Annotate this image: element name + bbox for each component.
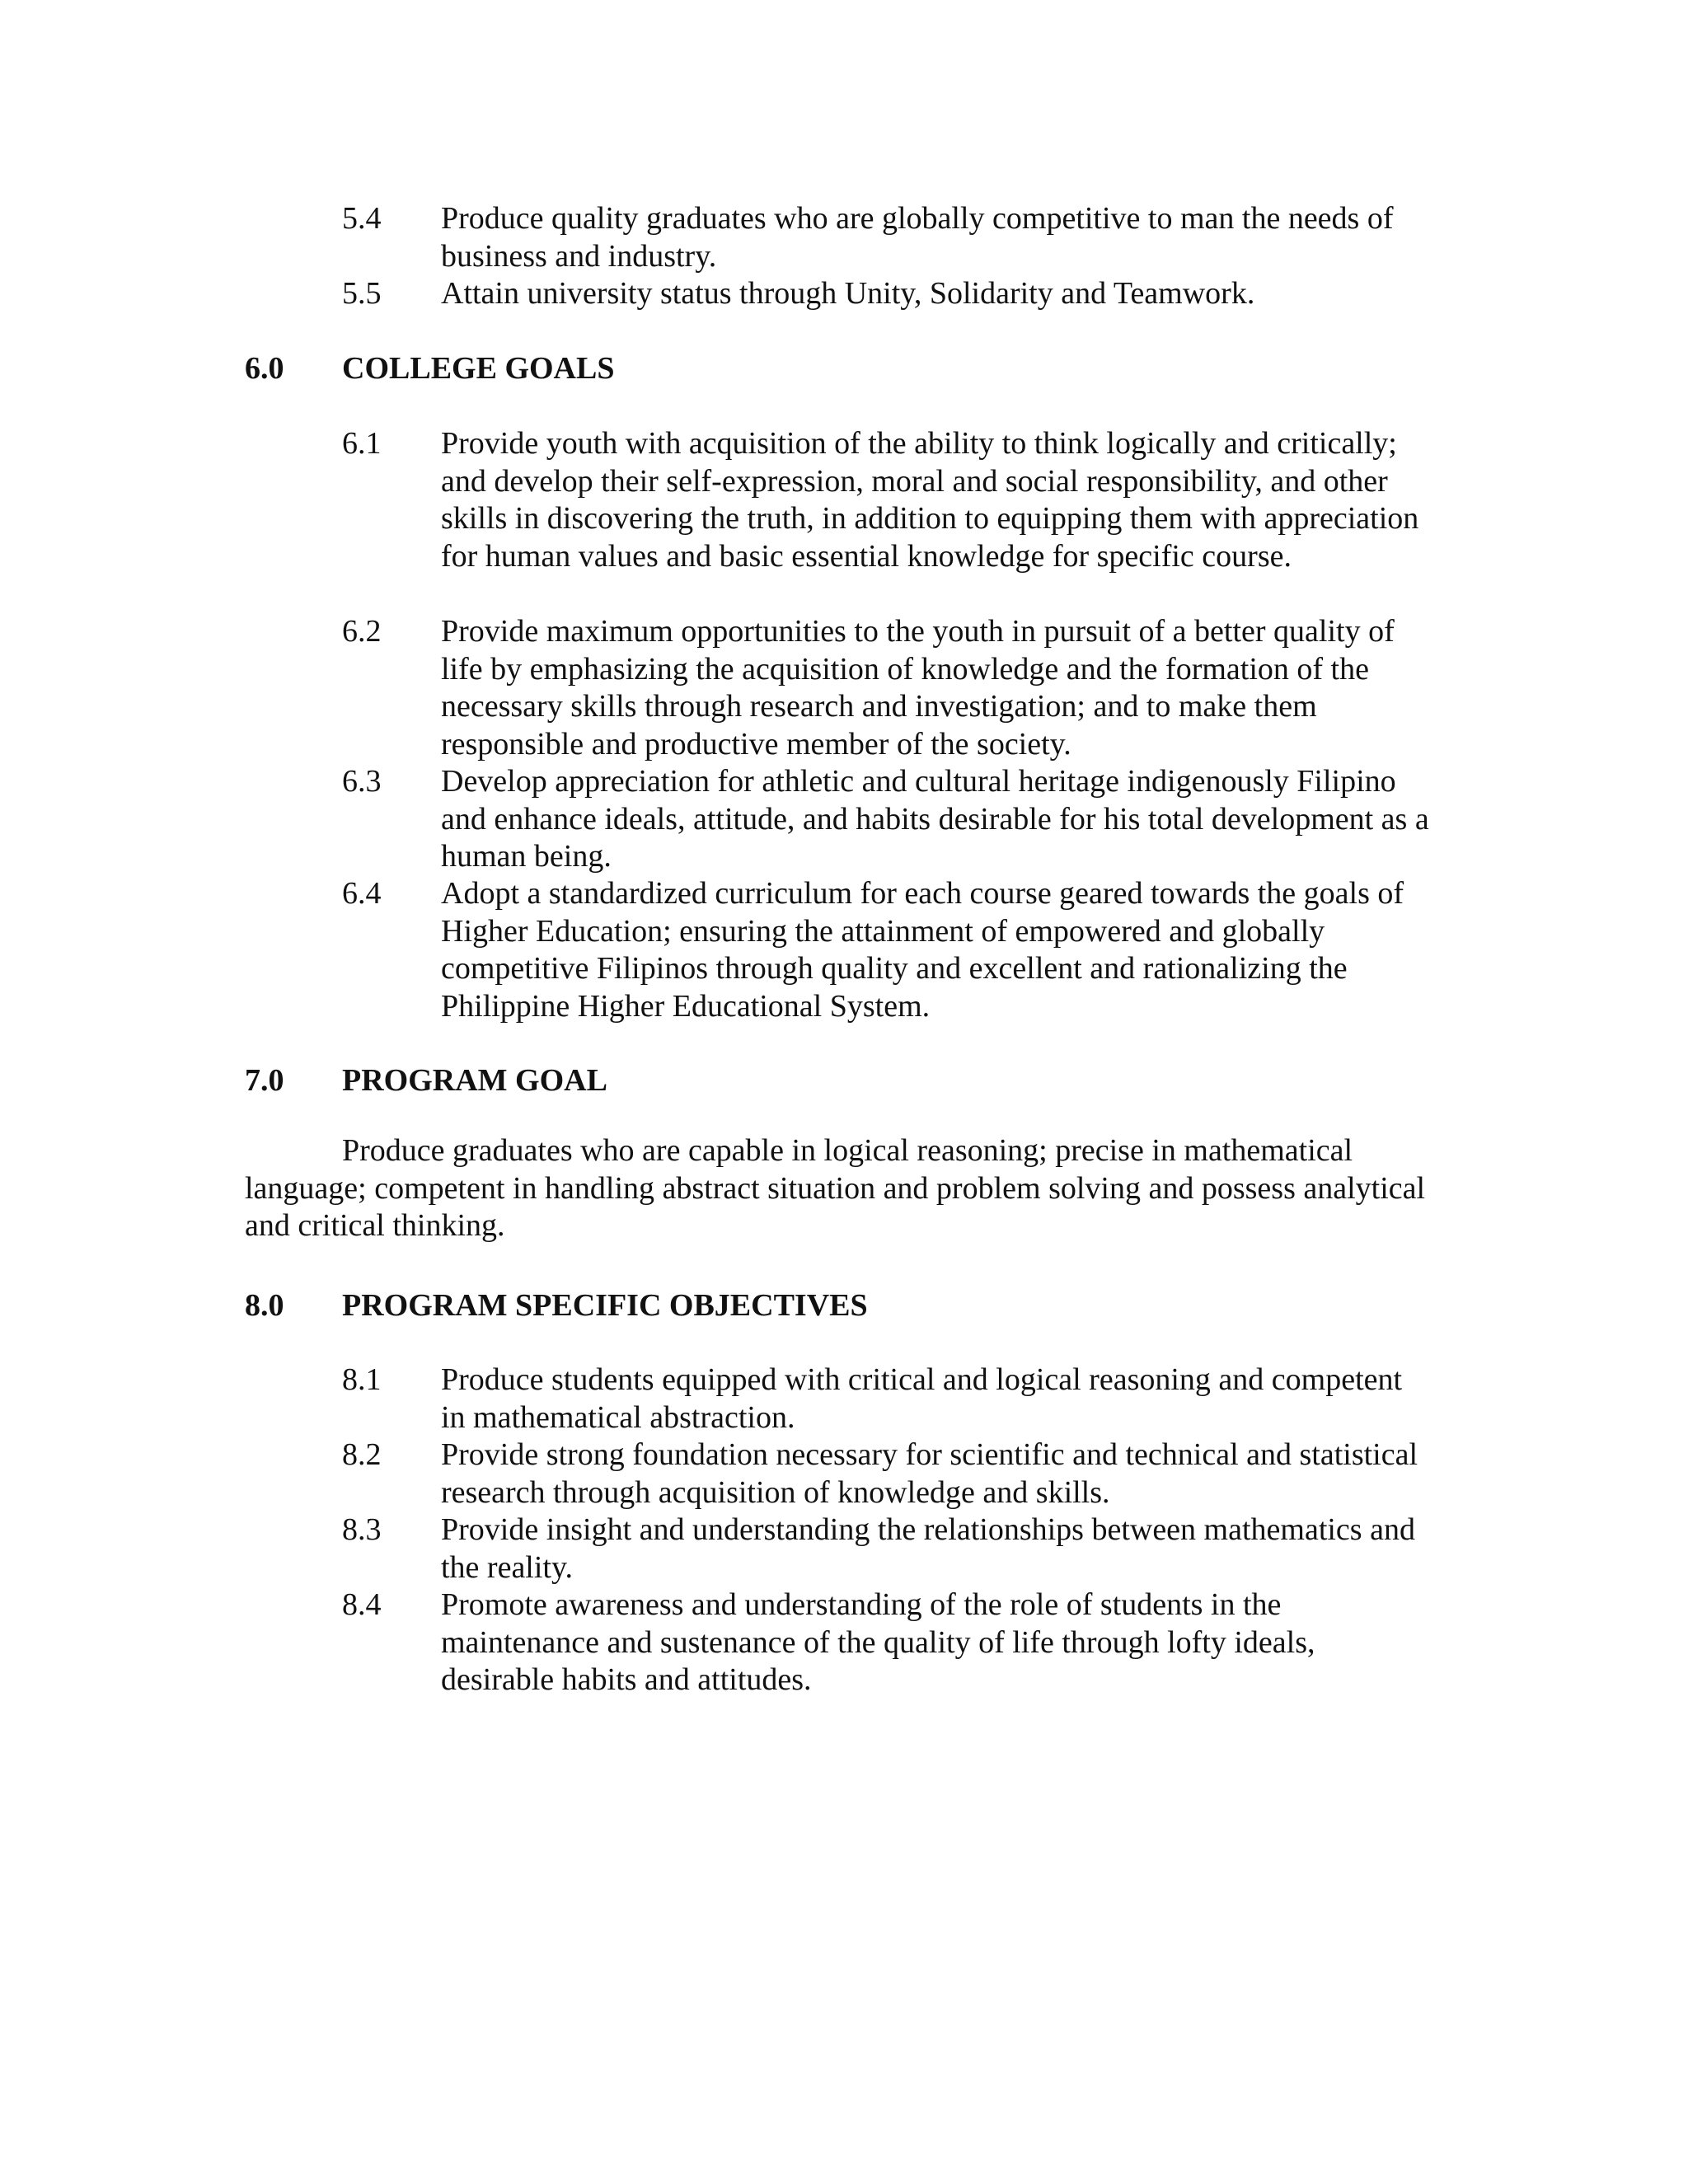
item-number: 8.3 — [342, 1512, 382, 1547]
item-text: Adopt a standardized curriculum for each course geared towards the goals of Higher Education; ensuring the attainment of empowered and globally competitive Filipinos through quality and excellent and rationalizing the Philippine Higher Educational System. — [441, 876, 1404, 1024]
item-text: Promote awareness and understanding of the role of students in the maintenance and sustenance of the quality of life through lofty ideals, desirable habits and attitudes. — [441, 1587, 1315, 1697]
item-number: 6.1 — [342, 426, 382, 461]
item-text: Develop appreciation for athletic and cultural heritage indigenously Filipino and enhance ideals, attitude, and habits desirable for his total development as a human being. — [441, 764, 1429, 874]
item-text: Attain university status through Unity, Solidarity and Teamwork. — [441, 276, 1255, 311]
section-number: 8.0 — [245, 1288, 284, 1323]
item-text: Provide youth with acquisition of the ability to think logically and critically; and develop their self-expression, moral and social responsibility, and other skills in discovering the truth, in addition to equipping them with appreciation for human values and basic essential knowledge for specific course. — [441, 426, 1419, 574]
item-number: 8.1 — [342, 1362, 382, 1397]
item-text: Produce quality graduates who are globally competitive to man the needs of business and industry. — [441, 201, 1394, 274]
item-text: Provide strong foundation necessary for scientific and technical and statistical research through acquisition of knowledge and skills. — [441, 1437, 1418, 1510]
item-text: Produce students equipped with critical and logical reasoning and competent in mathematical abstraction. — [441, 1362, 1403, 1435]
section-title: COLLEGE GOALS — [342, 351, 615, 386]
section-title: PROGRAM GOAL — [342, 1063, 607, 1098]
item-number: 5.4 — [342, 201, 382, 236]
item-number: 8.2 — [342, 1437, 382, 1472]
item-number: 5.5 — [342, 276, 382, 311]
item-number: 8.4 — [342, 1587, 382, 1622]
section-number: 6.0 — [245, 351, 284, 386]
item-number: 6.2 — [342, 614, 382, 649]
section-number: 7.0 — [245, 1063, 284, 1098]
program-goal-paragraph: Produce graduates who are capable in logical reasoning; precise in mathematical language; competent in handling abstract situation and problem solving and possess analytical and critical thinking. — [245, 1133, 1426, 1243]
item-number: 6.3 — [342, 764, 382, 799]
item-text: Provide insight and understanding the relationships between mathematics and the reality. — [441, 1512, 1415, 1585]
item-text: Provide maximum opportunities to the youth in pursuit of a better quality of life by emphasizing the acquisition of knowledge and the formation of the necessary skills through research and investigation; and to make them responsible and productive member of the society. — [441, 614, 1395, 762]
section-title: PROGRAM SPECIFIC OBJECTIVES — [342, 1288, 868, 1323]
item-number: 6.4 — [342, 876, 382, 911]
